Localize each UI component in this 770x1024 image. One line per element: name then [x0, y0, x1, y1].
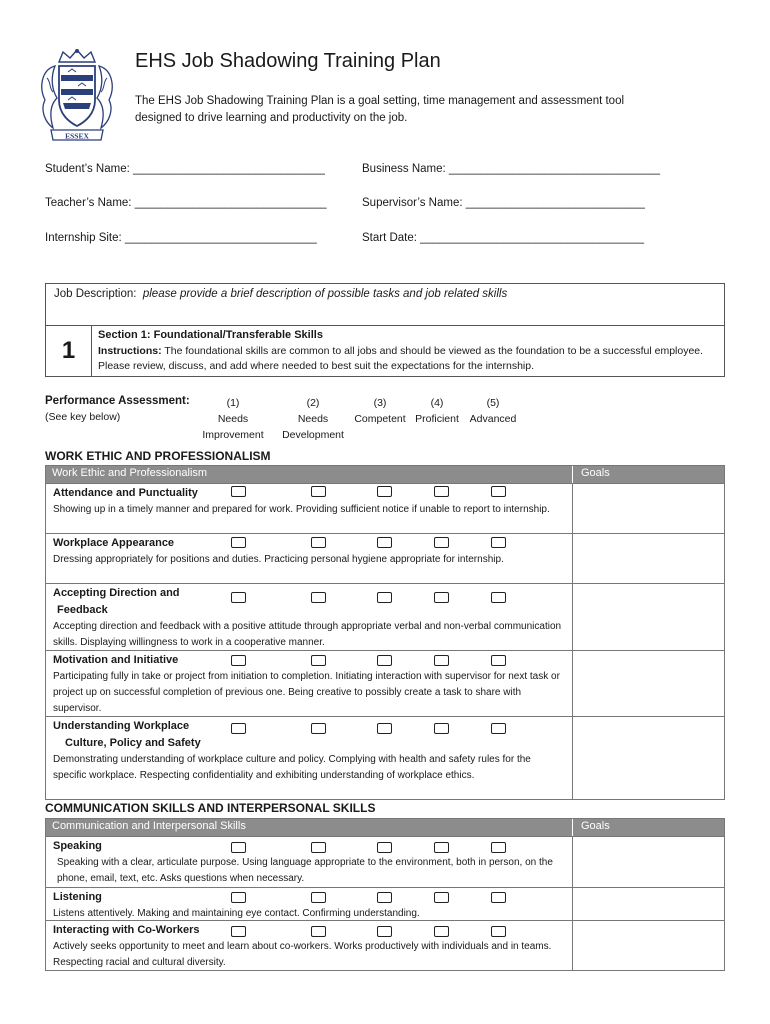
rating-checkbox-3[interactable]	[377, 723, 392, 734]
skill-name-continued: Feedback	[57, 604, 108, 616]
skill-name: Accepting Direction and	[53, 587, 180, 599]
rating-checkbox-5[interactable]	[491, 926, 506, 937]
table-header-goals: Goals	[581, 467, 610, 479]
page-title: EHS Job Shadowing Training Plan	[135, 50, 441, 72]
work-ethic-table	[45, 465, 725, 800]
rating-checkbox-5[interactable]	[491, 592, 506, 603]
rating-checkbox-3[interactable]	[377, 655, 392, 666]
rating-checkbox-1[interactable]	[231, 592, 246, 603]
rating-checkbox-1[interactable]	[231, 892, 246, 903]
teacher-name-field[interactable]: Teacher’s Name: ______________________________	[45, 197, 327, 209]
table-header	[46, 819, 724, 836]
rating-checkbox-4[interactable]	[434, 537, 449, 548]
rating-checkbox-2[interactable]	[311, 926, 326, 937]
skill-name-continued: Culture, Policy and Safety	[65, 737, 201, 749]
skill-description: Demonstrating understanding of workplace culture and policy. Complying with health and safety rules for the specific workplace. Respecting confidentiality and exhibiting understanding of workplace ethics.	[53, 754, 531, 781]
rating-checkbox-5[interactable]	[491, 537, 506, 548]
rating-checkbox-5[interactable]	[491, 655, 506, 666]
job-description-hint: please provide a brief description of possible tasks and job related skills	[142, 288, 508, 300]
communication-table	[45, 818, 725, 971]
table-header-skills: Communication and Interpersonal Skills	[46, 819, 573, 836]
goals-cell[interactable]	[573, 717, 724, 799]
job-description-field[interactable]	[46, 284, 724, 326]
rating-checkbox-3[interactable]	[377, 592, 392, 603]
rating-checkboxes	[231, 486, 511, 498]
skill-name: Attendance and Punctuality	[53, 487, 198, 499]
rating-checkbox-2[interactable]	[311, 655, 326, 666]
business-name-field[interactable]: Business Name: _________________________________	[362, 163, 660, 175]
table-header-goals: Goals	[581, 820, 610, 832]
skill-name: Speaking	[53, 840, 102, 852]
section-number: 1	[46, 326, 92, 376]
communication-section-title: COMMUNICATION SKILLS AND INTERPERSONAL SKILLS	[45, 801, 376, 815]
goals-cell[interactable]	[573, 837, 724, 887]
rating-checkbox-3[interactable]	[377, 486, 392, 497]
internship-site-field[interactable]: Internship Site: ______________________________	[45, 232, 317, 244]
rating-checkboxes	[231, 892, 511, 904]
key-level-5: (5) Advanced	[469, 397, 517, 425]
skill-description: Listens attentively. Making and maintaining eye contact. Confirming understanding.	[53, 908, 420, 919]
rating-checkbox-3[interactable]	[377, 842, 392, 853]
goals-cell[interactable]	[573, 651, 724, 716]
rating-checkboxes	[231, 842, 511, 854]
rating-checkbox-1[interactable]	[231, 723, 246, 734]
key-level-3: (3) Competent	[354, 397, 406, 425]
skill-name: Interacting with Co-Workers	[53, 924, 200, 936]
table-row	[46, 920, 724, 970]
rating-checkbox-1[interactable]	[231, 926, 246, 937]
skill-description: Speaking with a clear, articulate purpose. Using language appropriate to the environment, both in person, on the phone, email, text, etc. Asks questions when necessary.	[57, 857, 553, 884]
rating-checkbox-4[interactable]	[434, 655, 449, 666]
rating-checkbox-4[interactable]	[434, 892, 449, 903]
key-level-2: (2) Needs Development	[282, 397, 344, 441]
rating-checkbox-2[interactable]	[311, 892, 326, 903]
rating-checkboxes	[231, 723, 511, 735]
rating-checkbox-5[interactable]	[491, 723, 506, 734]
rating-checkbox-5[interactable]	[491, 486, 506, 497]
rating-checkbox-2[interactable]	[311, 842, 326, 853]
instructions-text: The foundational skills are common to all jobs and should be viewed as the foundation to be a successful employee. Please review, discuss, and add where needed to best suit the expectations for the internship.	[98, 344, 704, 372]
skill-description: Showing up in a timely manner and prepared for work. Providing sufficient notice if unable to report to internship.	[53, 504, 550, 515]
job-description-label: Job Description:	[54, 288, 137, 300]
rating-checkbox-4[interactable]	[434, 926, 449, 937]
section-1-heading: Section 1: Foundational/Transferable Skills	[98, 329, 323, 341]
rating-checkbox-3[interactable]	[377, 892, 392, 903]
goals-cell[interactable]	[573, 584, 724, 650]
table-header	[46, 466, 724, 483]
goals-cell[interactable]	[573, 534, 724, 583]
rating-checkbox-2[interactable]	[311, 486, 326, 497]
intro-text: The EHS Job Shadowing Training Plan is a goal setting, time management and assessment tool designed to drive learning and productivity on the job.	[135, 95, 625, 124]
rating-checkbox-3[interactable]	[377, 926, 392, 937]
rating-checkbox-4[interactable]	[434, 592, 449, 603]
skill-description: Participating fully in take or project from initiation to completion. Initiating interaction with supervisor for next task or project up on successful completion of previous one. Being creative to possibly create a task to share with supervisor.	[53, 671, 560, 714]
rating-checkbox-1[interactable]	[231, 486, 246, 497]
section-1-info	[98, 328, 716, 375]
rating-checkbox-4[interactable]	[434, 842, 449, 853]
rating-checkbox-1[interactable]	[231, 537, 246, 548]
rating-checkbox-5[interactable]	[491, 842, 506, 853]
skill-name: Listening	[53, 891, 102, 903]
rating-checkbox-4[interactable]	[434, 723, 449, 734]
rating-checkboxes	[231, 537, 511, 549]
goals-cell[interactable]	[573, 921, 724, 970]
table-row	[46, 583, 724, 650]
performance-key-note: (See key below)	[45, 411, 121, 423]
skill-name: Workplace Appearance	[53, 537, 175, 549]
table-row	[46, 483, 724, 533]
rating-checkbox-1[interactable]	[231, 655, 246, 666]
rating-checkboxes	[231, 592, 511, 604]
key-level-1: (1) Needs Improvement	[202, 397, 264, 441]
rating-checkbox-1[interactable]	[231, 842, 246, 853]
svg-text:ESSEX: ESSEX	[65, 131, 89, 141]
rating-checkboxes	[231, 655, 511, 667]
crest-shield-icon	[37, 48, 117, 143]
skill-description: Dressing appropriately for positions and duties. Practicing personal hygiene appropriate for internship.	[53, 554, 504, 565]
rating-checkbox-2[interactable]	[311, 723, 326, 734]
table-row	[46, 836, 724, 887]
goals-cell[interactable]	[573, 484, 724, 533]
rating-checkbox-2[interactable]	[311, 537, 326, 548]
rating-checkbox-4[interactable]	[434, 486, 449, 497]
supervisor-name-field[interactable]: Supervisor’s Name: ____________________________	[362, 197, 645, 209]
skill-name: Motivation and Initiative	[53, 654, 179, 666]
table-header-skills: Work Ethic and Professionalism	[46, 466, 573, 483]
rating-checkbox-3[interactable]	[377, 537, 392, 548]
rating-checkboxes	[231, 926, 511, 938]
instructions-label: Instructions:	[98, 344, 162, 357]
table-row	[46, 716, 724, 799]
table-row	[46, 533, 724, 583]
goals-cell[interactable]	[573, 888, 724, 920]
table-row	[46, 650, 724, 716]
rating-checkbox-2[interactable]	[311, 592, 326, 603]
start-date-field[interactable]: Start Date: ___________________________________	[362, 232, 645, 244]
performance-assessment-label: Performance Assessment:	[45, 395, 190, 407]
student-name-field[interactable]: Student’s Name: ______________________________	[45, 163, 325, 175]
skill-description: Actively seeks opportunity to meet and learn about co-workers. Works productively with individuals and in teams. Respecting racial and cultural diversity.	[53, 941, 552, 968]
skill-name: Understanding Workplace	[53, 720, 190, 732]
skill-description: Accepting direction and feedback with a positive attitude through appropriate verbal and non-verbal communication skills. Displaying willingness to work in a cooperative manner.	[53, 621, 562, 648]
rating-checkbox-5[interactable]	[491, 892, 506, 903]
job-description-box	[45, 283, 725, 377]
table-row	[46, 887, 724, 920]
work-ethic-section-title: WORK ETHIC AND PROFESSIONALISM	[45, 449, 271, 463]
key-level-4: (4) Proficient	[415, 397, 459, 425]
